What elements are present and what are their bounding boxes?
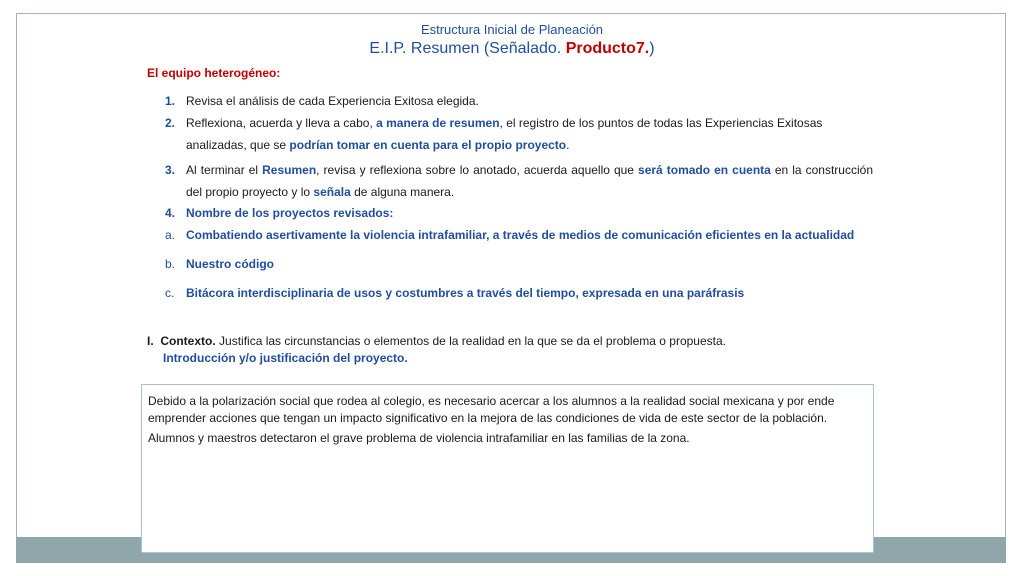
highlight-run: Resumen [262, 163, 317, 177]
list-text [186, 202, 873, 224]
text-run: . [566, 138, 570, 152]
highlight-run: señala [313, 185, 351, 199]
list-marker: 2. [165, 116, 176, 130]
text-run: Nombre de los proyectos revisados: [186, 206, 394, 220]
list-marker: b. [165, 257, 176, 271]
highlight-run: podrían tomar en cuenta para el propio proyecto [289, 138, 567, 152]
text-run: Reflexiona, acuerda y lleva a cabo, [186, 116, 377, 130]
context-numeral: I. [147, 334, 154, 348]
list-marker: 1. [165, 94, 176, 108]
context-section [147, 333, 887, 367]
text-run: Revisa el análisis de cada Experiencia Exitosa elegida. [186, 94, 479, 108]
context-subtitle: Introducción y/o justificación del proyecto. [163, 351, 408, 365]
project-item-c [165, 282, 873, 304]
highlight-run: será tomado en cuenta [638, 163, 771, 177]
slide-kicker: Estructura Inicial de Planeación [420, 22, 604, 37]
list-item-4 [165, 202, 873, 224]
text-run: Al terminar el [186, 163, 263, 177]
text-run: , el registro de los puntos de todas las Experiencias Exitosas analizadas, que se [186, 116, 823, 152]
textbox-paragraph-1: Debido a la polarización social que rodea al colegio, es necesario acercar a los alumnos a la realidad social mexicana y por ende emprender acciones que tengan un impacto significativo en la mejora de las condiciones de vida de este sector de la población. [148, 394, 835, 425]
text-run: Nuestro código [186, 257, 275, 271]
title-suffix: ) [649, 40, 655, 57]
list-marker: a. [165, 228, 176, 242]
text-run: de alguna manera. [350, 185, 455, 199]
project-name [186, 224, 885, 246]
text-run: Combatiendo asertivamente la violencia intrafamiliar, a través de medios de comunicación eficientes en la actualidad [186, 228, 855, 242]
list-marker: 3. [165, 163, 176, 177]
project-item-a [165, 224, 885, 246]
list-item-1 [165, 90, 873, 112]
list-text [186, 90, 873, 112]
project-name [186, 253, 873, 275]
slide-title [0, 40, 1024, 58]
list-marker: 4. [165, 206, 176, 220]
list-item-3 [165, 159, 873, 203]
context-label: Contexto. [160, 334, 216, 348]
team-label: El equipo heterogéneo: [147, 66, 281, 80]
text-run: , revisa y reflexiona sobre lo anotado, acuerda aquello que [316, 163, 639, 177]
project-name [186, 282, 873, 304]
list-item-2 [165, 112, 873, 156]
list-marker: c. [165, 286, 175, 300]
list-text [186, 159, 873, 203]
project-item-b [165, 253, 873, 275]
text-run: en la construcción del propio proyecto y lo [186, 163, 873, 199]
title-prefix: E.I.P. Resumen (Señalado. [369, 40, 566, 57]
context-text: Justifica las circunstancias o elementos de la realidad en la que se da el problema o propuesta. [215, 334, 726, 348]
context-textbox[interactable] [141, 384, 874, 553]
title-product: Producto7. [565, 40, 650, 57]
highlight-run: a manera de resumen [376, 116, 500, 130]
list-text [186, 112, 873, 156]
text-run: Bitácora interdisciplinaria de usos y costumbres a través del tiempo, expresada en una paráfrasis [186, 286, 745, 300]
textbox-paragraph-2: Alumnos y maestros detectaron el grave problema de violencia intrafamiliar en las familias de la zona. [148, 431, 690, 445]
